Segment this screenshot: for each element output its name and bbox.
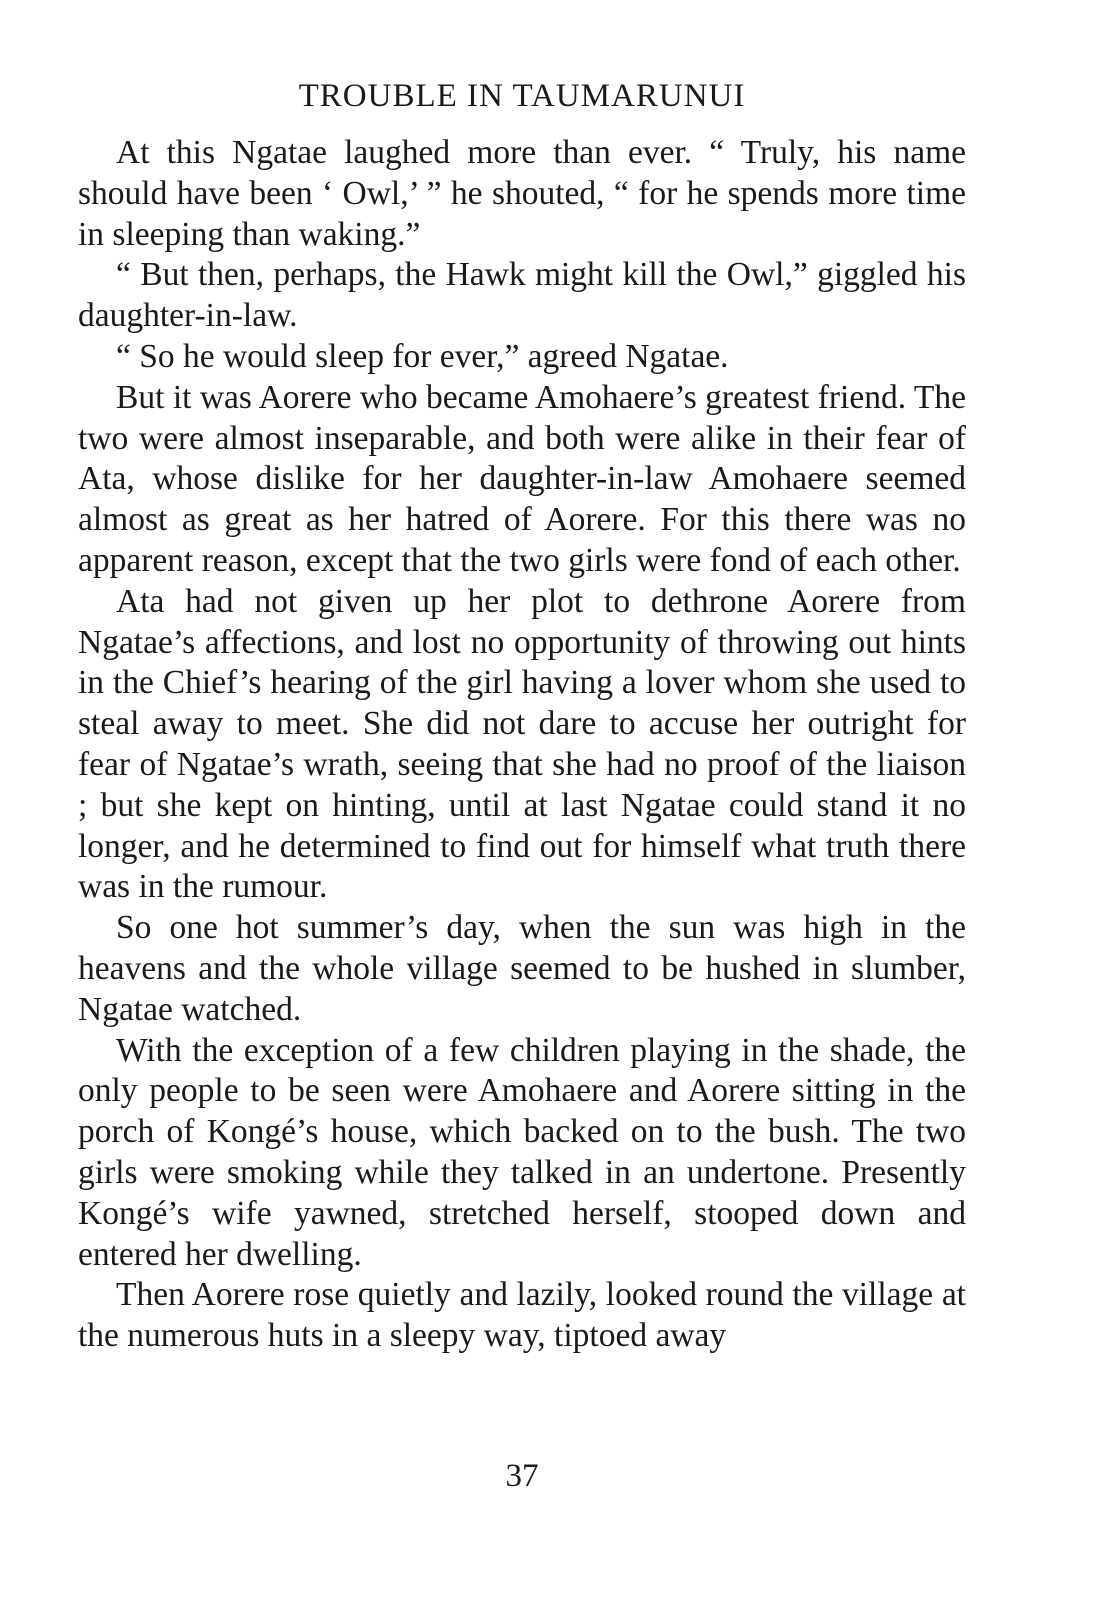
paragraph: But it was Aorere who became Amohaere’s greatest friend. The two were almost inseparable, and both were alike in their fear of Ata, whose dislike for her daughter-in-law Amohaere seemed almost as great as her hatred of Aorere. For this there was no apparent reason, except that the two girls were fond of each other.	[78, 378, 966, 579]
paragraph: “ But then, perhaps, the Hawk might kill the Owl,” giggled his daughter-in-law.	[78, 256, 966, 335]
paragraph: With the exception of a few children playing in the shade, the only people to be seen were Amohaere and Aorere sitting in the porch of Kongé’s house, which backed on to the bush. The two girls were smoking while they talked in an undertone. Presently Kongé’s wife yawned, stretched herself, stooped down and entered her dwelling.	[78, 1031, 966, 1273]
book-page	[78, 0, 966, 1603]
paragraph: Then Aorere rose quietly and lazily, looked round the village at the numerous huts in a sleepy way, tiptoed away	[78, 1276, 966, 1355]
body-text	[78, 133, 966, 1357]
page-number: 37	[505, 1458, 539, 1494]
paragraph: At this Ngatae laughed more than ever. “ Truly, his name should have been ‘ Owl,’ ” he shouted, “ for he spends more time in sleeping than waking.”	[78, 134, 966, 253]
paragraph: “ So he would sleep for ever,” agreed Ngatae.	[116, 337, 729, 375]
paragraph: Ata had not given up her plot to dethrone Aorere from Ngatae’s affections, and lost no opportunity of throwing out hints in the Chief’s hearing of the girl having a lover whom she used to steal away to meet. She did not dare to accuse her outright for fear of Ngatae’s wrath, seeing that she had no proof of the liaison ; but she kept on hinting, until at last Ngatae could stand it no longer, and he determined to find out for himself what truth there was in the rumour.	[78, 582, 966, 906]
running-title: TROUBLE IN TAUMARUNUI	[298, 78, 746, 114]
paragraph: So one hot summer’s day, when the sun was high in the heavens and the whole village seemed to be hushed in slumber, Ngatae watched.	[78, 909, 966, 1028]
